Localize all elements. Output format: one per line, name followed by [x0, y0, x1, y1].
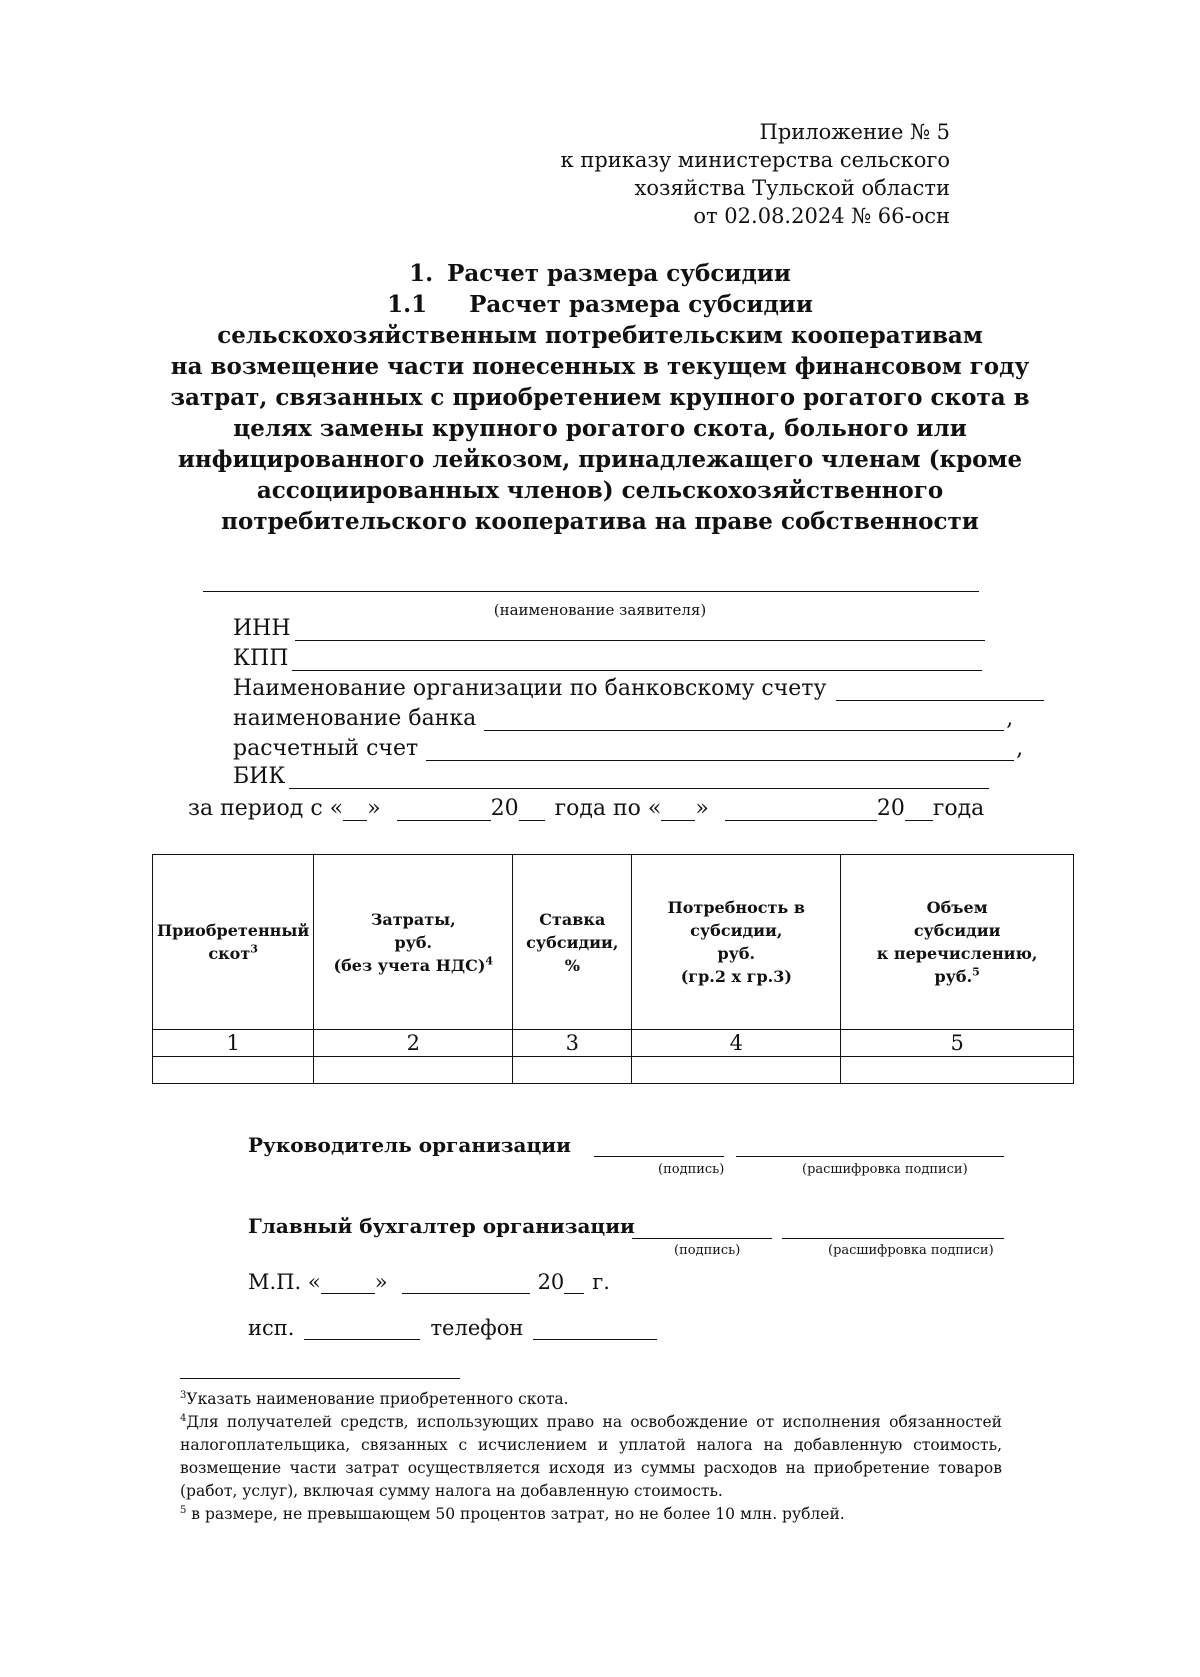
- title-line: на возмещение части понесенных в текущем финансовом году: [170, 353, 1030, 380]
- header-text: руб.: [934, 967, 973, 986]
- bik-blank[interactable]: [289, 766, 989, 789]
- footnote-text: Для получателей средств, использующих право на освобождение от исполнения обязанностей налогоплательщика, связанных с исчислением и уплатой налога на добавленную стоимость, возмещение части затрат осуществляется исходя из суммы расходов на приобретение товаров (работ, услуг), включая сумму налога на добавленную стоимость.: [180, 1413, 1002, 1500]
- period-end-year: 20: [876, 796, 905, 821]
- order-reference: к приказу министерства сельского: [560, 148, 950, 172]
- head-decode-caption: (расшифровка подписи): [802, 1162, 968, 1177]
- footnote-divider: [180, 1378, 460, 1379]
- stamp-suffix: г.: [592, 1270, 610, 1294]
- appendix-header: [530, 118, 950, 230]
- column-number: 1: [153, 1030, 314, 1057]
- header-cell-costs: [314, 855, 513, 1030]
- footnotes: [180, 1388, 1002, 1526]
- footnote-ref: 5: [972, 965, 980, 979]
- column-number: 5: [841, 1030, 1074, 1057]
- header-text: (без учета НДС): [333, 955, 486, 975]
- header-text: (гр.2 х гр.3): [680, 967, 792, 986]
- head-label: Руководитель организации: [248, 1133, 571, 1157]
- bank-name-blank[interactable]: [484, 708, 1004, 731]
- phone-label: телефон: [430, 1316, 524, 1340]
- accountant-signature-line[interactable]: [632, 1237, 772, 1239]
- period-end-year-blank[interactable]: [905, 798, 933, 821]
- table-header-row: [153, 855, 1074, 1030]
- footnote-3: [180, 1388, 1002, 1411]
- table-cell[interactable]: [841, 1057, 1074, 1084]
- column-number: 4: [632, 1030, 841, 1057]
- footnote-mark: 4: [180, 1412, 187, 1424]
- period-start-day-blank[interactable]: [343, 798, 367, 821]
- account-label: расчетный счет: [233, 736, 419, 761]
- table-cell[interactable]: [632, 1057, 841, 1084]
- stamp-year-blank[interactable]: [564, 1273, 584, 1294]
- footnote-ref: 4: [485, 954, 494, 968]
- column-number: 3: [513, 1030, 632, 1057]
- org-bank-name-blank[interactable]: [836, 678, 1044, 701]
- header-cell-need: [632, 855, 841, 1030]
- stamp-year: 20: [537, 1270, 565, 1294]
- executor-label: исп.: [248, 1316, 295, 1340]
- header-text: к перечислению,: [876, 944, 1038, 963]
- header-text: субсидии,: [690, 921, 783, 940]
- executor-blank[interactable]: [304, 1319, 420, 1340]
- stamp-month-blank[interactable]: [402, 1273, 530, 1294]
- footnote-ref: 3: [250, 942, 258, 956]
- header-text: руб.: [717, 944, 756, 963]
- table-cell[interactable]: [153, 1057, 314, 1084]
- comma: ,: [1016, 736, 1024, 761]
- column-number: 2: [314, 1030, 513, 1057]
- footnote-5: [180, 1503, 1002, 1526]
- footnote-mark: 5: [180, 1504, 187, 1516]
- section-title: Расчет размера субсидии: [447, 260, 791, 287]
- bik-field[interactable]: [233, 764, 989, 789]
- period-start-year: 20: [490, 796, 519, 821]
- period-suffix: года: [932, 796, 985, 821]
- quote-close: »: [374, 1270, 388, 1294]
- footnote-text: Указать наименование приобретенного скота.: [186, 1390, 569, 1408]
- bank-name-field[interactable]: [233, 706, 1013, 731]
- org-bank-name-label: Наименование организации по банковскому счету: [233, 676, 827, 701]
- stamp-date-line: [248, 1270, 610, 1294]
- period-start-month-blank[interactable]: [397, 798, 491, 821]
- account-field[interactable]: [233, 736, 1023, 761]
- period-end-day-blank[interactable]: [661, 798, 695, 821]
- footnote-4: [180, 1411, 1002, 1503]
- stamp-day-blank[interactable]: [321, 1273, 375, 1294]
- kpp-label: КПП: [233, 646, 289, 671]
- title-line: ассоциированных членов) сельскохозяйственного: [256, 477, 944, 504]
- kpp-blank[interactable]: [292, 648, 982, 671]
- account-blank[interactable]: [426, 738, 1014, 761]
- bank-name-label: наименование банка: [233, 706, 477, 731]
- head-signature-line[interactable]: [594, 1155, 724, 1157]
- quote-close: »: [367, 796, 381, 821]
- title-line: потребительского кооператива на праве собственности: [221, 508, 979, 535]
- appendix-number: Приложение № 5: [759, 120, 950, 144]
- quote-close: »: [695, 796, 709, 821]
- accountant-decode-line[interactable]: [782, 1237, 1004, 1239]
- kpp-field[interactable]: [233, 646, 982, 671]
- header-text: Затраты,: [370, 909, 456, 929]
- period-mid: года по «: [554, 796, 662, 821]
- period-line: [188, 796, 984, 821]
- header-cell-rate: [513, 855, 632, 1030]
- ministry-name: хозяйства Тульской области: [634, 176, 950, 200]
- period-start-year-blank[interactable]: [519, 798, 545, 821]
- header-text: руб.: [394, 932, 433, 952]
- stamp-prefix: М.П. «: [248, 1270, 321, 1294]
- header-text: Объем: [926, 898, 988, 917]
- title-line: затрат, связанных с приобретением крупного рогатого скота в: [170, 384, 1030, 411]
- subsection-title: Расчет размера субсидии: [469, 291, 813, 318]
- table-cell[interactable]: [314, 1057, 513, 1084]
- accountant-label: Главный бухгалтер организации: [248, 1214, 635, 1238]
- comma: ,: [1006, 706, 1014, 731]
- section-number: 1.: [409, 260, 434, 287]
- footnote-mark: 3: [180, 1389, 187, 1401]
- column-number-row: [153, 1030, 1074, 1057]
- period-prefix: за период с «: [188, 796, 344, 821]
- header-text: Ставка: [539, 909, 606, 929]
- header-cell-volume: [841, 855, 1074, 1030]
- inn-label: ИНН: [233, 616, 291, 641]
- accountant-sign-caption: (подпись): [674, 1243, 741, 1258]
- subsidy-calculation-table: [152, 854, 1074, 1084]
- period-end-month-blank[interactable]: [725, 798, 877, 821]
- title-line: сельскохозяйственным потребительским кооперативам: [217, 322, 983, 349]
- phone-blank[interactable]: [533, 1319, 657, 1340]
- org-bank-name-field[interactable]: [233, 676, 1044, 701]
- subsection-number: 1.1: [387, 291, 428, 318]
- table-row: [153, 1057, 1074, 1084]
- order-date-number: от 02.08.2024 № 66-осн: [693, 204, 950, 228]
- title-line: целях замены крупного рогатого скота, больного или: [233, 415, 967, 442]
- table-cell[interactable]: [513, 1057, 632, 1084]
- footnote-text: в размере, не превышающем 50 процентов затрат, но не более 10 млн. рублей.: [186, 1505, 845, 1523]
- applicant-name-line[interactable]: [203, 590, 979, 592]
- head-decode-line[interactable]: [736, 1155, 1004, 1157]
- header-text: субсидии,: [526, 932, 619, 952]
- header-cell-livestock: [153, 855, 314, 1030]
- head-sign-caption: (подпись): [658, 1162, 725, 1177]
- bik-label: БИК: [233, 764, 286, 789]
- document-title: [0, 258, 1200, 537]
- accountant-decode-caption: (расшифровка подписи): [828, 1243, 994, 1258]
- title-line: инфицированного лейкозом, принадлежащего членам (кроме: [177, 446, 1023, 473]
- header-text: %: [564, 955, 580, 975]
- title-section-1-1: [0, 289, 1200, 320]
- title-section-1: [0, 258, 1200, 289]
- inn-field[interactable]: [233, 616, 985, 641]
- header-text: субсидии: [913, 921, 1001, 940]
- executor-line: [248, 1316, 657, 1340]
- inn-blank[interactable]: [295, 618, 985, 641]
- applicant-name-caption: (наименование заявителя): [493, 601, 707, 619]
- header-text: Приобретенный скот: [157, 921, 310, 963]
- header-text: Потребность в: [667, 898, 805, 917]
